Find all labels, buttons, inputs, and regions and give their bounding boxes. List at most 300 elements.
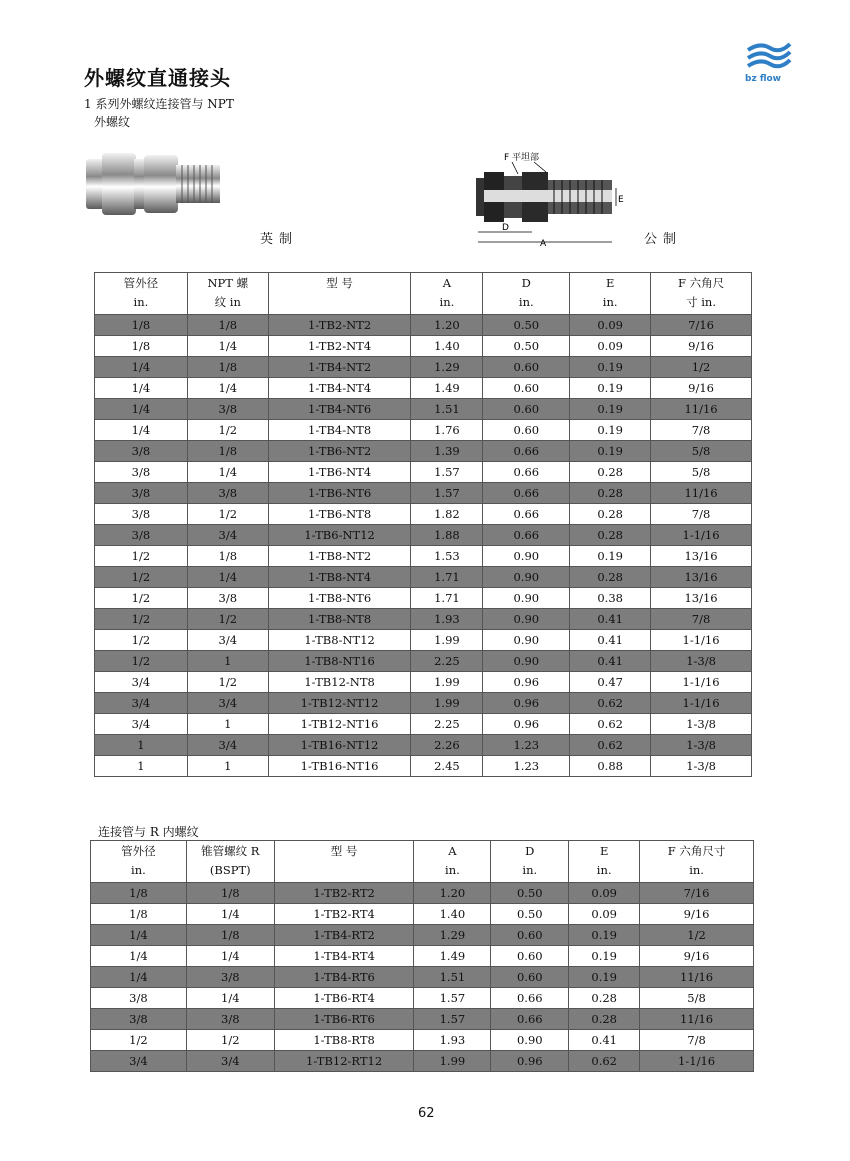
table-cell: 1-TB8-NT4 xyxy=(268,567,411,588)
column-header-line: 锥管螺纹 R xyxy=(201,844,260,858)
table-cell: 0.41 xyxy=(570,651,651,672)
table-cell: 1-TB8-RT8 xyxy=(274,1030,414,1051)
caption-metric: 公制 xyxy=(644,232,683,247)
table-cell: 1/2 xyxy=(95,588,188,609)
table-cell: 1/2 xyxy=(95,567,188,588)
column-header-line: F 六角尺寸 xyxy=(667,844,726,858)
column-header xyxy=(483,273,570,315)
table-cell: 1.76 xyxy=(411,420,483,441)
table-cell: 1.51 xyxy=(411,399,483,420)
table-cell: 1/4 xyxy=(91,946,187,967)
table-cell: 5/8 xyxy=(640,988,754,1009)
table-row xyxy=(95,315,752,336)
table-cell: 1.23 xyxy=(483,735,570,756)
table-cell: 1-TB6-NT12 xyxy=(268,525,411,546)
table-row xyxy=(95,672,752,693)
fitting-cross-section-drawing xyxy=(470,150,630,248)
table-cell: 5/8 xyxy=(651,441,752,462)
table-row xyxy=(91,1051,754,1072)
table-cell: 0.62 xyxy=(569,1051,640,1072)
table-cell: 1-TB4-NT6 xyxy=(268,399,411,420)
table-row xyxy=(91,967,754,988)
table-row xyxy=(95,336,752,357)
table-cell: 1/8 xyxy=(187,357,268,378)
table-row xyxy=(95,588,752,609)
table-cell: 1.57 xyxy=(414,1009,491,1030)
table-cell: 1-1/16 xyxy=(651,693,752,714)
table-cell: 3/8 xyxy=(187,588,268,609)
table-cell: 0.28 xyxy=(569,988,640,1009)
table-cell: 1/4 xyxy=(91,925,187,946)
table-cell: 9/16 xyxy=(640,904,754,925)
table-cell: 0.66 xyxy=(483,483,570,504)
table-cell: 0.62 xyxy=(570,693,651,714)
table-cell: 1-3/8 xyxy=(651,735,752,756)
table-cell: 0.60 xyxy=(491,946,569,967)
table-cell: 0.50 xyxy=(483,315,570,336)
column-header xyxy=(187,273,268,315)
table-cell: 1-TB8-NT8 xyxy=(268,609,411,630)
column-header-line: in. xyxy=(602,295,618,309)
table-cell: 0.28 xyxy=(570,483,651,504)
table-cell: 1 xyxy=(95,756,188,777)
table-cell: 0.28 xyxy=(570,525,651,546)
column-header xyxy=(414,841,491,883)
table-cell: 0.19 xyxy=(570,399,651,420)
column-header-line: in. xyxy=(522,863,538,877)
column-header-line: E xyxy=(605,276,615,290)
table-cell: 0.41 xyxy=(569,1030,640,1051)
table-cell: 1/4 xyxy=(187,462,268,483)
table-cell: 1/4 xyxy=(187,336,268,357)
table-cell: 1-TB12-NT8 xyxy=(268,672,411,693)
table-cell: 1.71 xyxy=(411,567,483,588)
table-row xyxy=(95,441,752,462)
table-cell: 1-TB12-NT12 xyxy=(268,693,411,714)
table-cell: 0.60 xyxy=(483,357,570,378)
table-cell: 1.53 xyxy=(411,546,483,567)
column-header xyxy=(186,841,274,883)
table-cell: 1/4 xyxy=(187,567,268,588)
table-cell: 3/8 xyxy=(91,988,187,1009)
table-cell: 1.88 xyxy=(411,525,483,546)
table-cell: 0.19 xyxy=(569,967,640,988)
table-cell: 1/8 xyxy=(186,883,274,904)
table-cell: 3/8 xyxy=(186,967,274,988)
table-cell: 0.60 xyxy=(483,420,570,441)
table-row xyxy=(95,378,752,399)
table-cell: 2.26 xyxy=(411,735,483,756)
table-row xyxy=(91,883,754,904)
bspt-spec-table xyxy=(90,840,754,1072)
column-header-line: 纹 in xyxy=(214,295,241,309)
table-cell: 0.09 xyxy=(569,883,640,904)
table-cell: 1.71 xyxy=(411,588,483,609)
table-cell: 0.19 xyxy=(570,420,651,441)
table-cell: 11/16 xyxy=(640,967,754,988)
table-cell: 0.66 xyxy=(491,1009,569,1030)
table-cell: 1.39 xyxy=(411,441,483,462)
table-cell: 1/4 xyxy=(95,378,188,399)
column-header xyxy=(570,273,651,315)
column-header-line: in. xyxy=(133,295,149,309)
table-cell: 1/2 xyxy=(91,1030,187,1051)
table-cell: 0.09 xyxy=(569,904,640,925)
table-cell: 1.93 xyxy=(414,1030,491,1051)
column-header xyxy=(651,273,752,315)
table-cell: 7/8 xyxy=(651,609,752,630)
table-cell: 1.29 xyxy=(411,357,483,378)
caption-imperial: 英制 xyxy=(260,232,299,247)
table-cell: 0.90 xyxy=(491,1030,569,1051)
table-cell: 0.66 xyxy=(483,462,570,483)
table-cell: 1.99 xyxy=(411,672,483,693)
table-row xyxy=(95,567,752,588)
table-cell: 3/8 xyxy=(95,483,188,504)
table-cell: 1-TB4-NT4 xyxy=(268,378,411,399)
table-cell: 1-TB6-RT6 xyxy=(274,1009,414,1030)
table-cell: 1 xyxy=(95,735,188,756)
table-cell: 1/2 xyxy=(640,925,754,946)
table-cell: 1.99 xyxy=(411,630,483,651)
table-cell: 1-1/16 xyxy=(651,525,752,546)
table-cell: 0.09 xyxy=(570,315,651,336)
table-cell: 3/4 xyxy=(91,1051,187,1072)
table-cell: 1-TB4-RT2 xyxy=(274,925,414,946)
table-cell: 1/2 xyxy=(187,420,268,441)
table-cell: 1/8 xyxy=(95,336,188,357)
table-cell: 0.41 xyxy=(570,630,651,651)
table-cell: 0.66 xyxy=(483,525,570,546)
table-cell: 3/8 xyxy=(95,441,188,462)
table-row xyxy=(95,483,752,504)
table-cell: 1/2 xyxy=(95,630,188,651)
table-cell: 7/8 xyxy=(640,1030,754,1051)
column-header xyxy=(640,841,754,883)
table-cell: 3/8 xyxy=(186,1009,274,1030)
table-cell: 1-TB6-NT6 xyxy=(268,483,411,504)
table-cell: 1-3/8 xyxy=(651,651,752,672)
table-cell: 1/2 xyxy=(95,651,188,672)
table-cell: 0.28 xyxy=(569,1009,640,1030)
table-cell: 1-TB12-NT16 xyxy=(268,714,411,735)
column-header-line: 寸 in. xyxy=(686,295,716,309)
table-cell: 1/8 xyxy=(91,904,187,925)
table-cell: 1 xyxy=(187,756,268,777)
table-cell: 2.25 xyxy=(411,714,483,735)
table-cell: 1/8 xyxy=(91,883,187,904)
table-cell: 1/8 xyxy=(187,546,268,567)
table-cell: 1 xyxy=(187,651,268,672)
table-cell: 1/4 xyxy=(186,904,274,925)
table-cell: 2.45 xyxy=(411,756,483,777)
table-cell: 2.25 xyxy=(411,651,483,672)
table-cell: 1.57 xyxy=(411,483,483,504)
table-cell: 1/2 xyxy=(187,609,268,630)
table-cell: 0.90 xyxy=(483,609,570,630)
table-cell: 0.50 xyxy=(491,883,569,904)
table-cell: 1/8 xyxy=(95,315,188,336)
table-cell: 0.41 xyxy=(570,609,651,630)
table-cell: 0.09 xyxy=(570,336,651,357)
table-cell: 1-TB6-NT4 xyxy=(268,462,411,483)
npt-spec-table xyxy=(94,272,752,777)
column-header-line: E xyxy=(599,844,609,858)
table-cell: 3/4 xyxy=(186,1051,274,1072)
table-cell: 0.19 xyxy=(570,357,651,378)
table-cell: 11/16 xyxy=(640,1009,754,1030)
table-cell: 3/8 xyxy=(91,1009,187,1030)
table-cell: 0.96 xyxy=(491,1051,569,1072)
column-header-line: D xyxy=(521,276,531,290)
table-cell: 1-TB8-NT6 xyxy=(268,588,411,609)
table-cell: 1/2 xyxy=(186,1030,274,1051)
table-cell: 1.20 xyxy=(411,315,483,336)
label-a: A xyxy=(540,239,547,248)
table-cell: 1.23 xyxy=(483,756,570,777)
column-header-line: in. xyxy=(596,863,612,877)
table-row xyxy=(91,925,754,946)
table-row xyxy=(91,946,754,967)
table-cell: 0.19 xyxy=(570,546,651,567)
column-header-line: NPT 螺 xyxy=(207,276,249,290)
column-header-line: 型 号 xyxy=(326,276,353,290)
table-cell: 1-TB2-RT2 xyxy=(274,883,414,904)
table-cell: 0.19 xyxy=(570,441,651,462)
column-header-line: in. xyxy=(518,295,534,309)
table-row xyxy=(95,651,752,672)
table2-label: 连接管与 R 内螺纹 xyxy=(98,825,199,839)
table-cell: 1/8 xyxy=(187,315,268,336)
page-subtitle xyxy=(84,95,234,131)
table-cell: 3/8 xyxy=(95,504,188,525)
table-cell: 0.62 xyxy=(570,735,651,756)
table-cell: 1-TB16-NT16 xyxy=(268,756,411,777)
table-cell: 0.60 xyxy=(483,399,570,420)
column-header-line: D xyxy=(525,844,535,858)
table-cell: 11/16 xyxy=(651,483,752,504)
column-header-line: in. xyxy=(131,863,146,877)
table-cell: 1-TB8-NT16 xyxy=(268,651,411,672)
table-cell: 1.20 xyxy=(414,883,491,904)
table-cell: 3/8 xyxy=(187,483,268,504)
table-cell: 1/2 xyxy=(95,609,188,630)
table-cell: 1.82 xyxy=(411,504,483,525)
table-row xyxy=(95,399,752,420)
page-title: 外螺纹直通接头 xyxy=(84,66,231,90)
table-cell: 1-TB8-NT12 xyxy=(268,630,411,651)
table-row xyxy=(95,630,752,651)
table-cell: 11/16 xyxy=(651,399,752,420)
table-cell: 1 xyxy=(187,714,268,735)
column-header-line: 型 号 xyxy=(330,844,358,858)
table-row xyxy=(95,735,752,756)
table-cell: 1-3/8 xyxy=(651,756,752,777)
table-cell: 1.99 xyxy=(411,693,483,714)
table-cell: 1/2 xyxy=(187,504,268,525)
table-cell: 3/4 xyxy=(95,672,188,693)
table-cell: 1-TB2-RT4 xyxy=(274,904,414,925)
table-cell: 1-1/16 xyxy=(651,672,752,693)
table-cell: 1.57 xyxy=(414,988,491,1009)
table-cell: 0.28 xyxy=(570,567,651,588)
table-cell: 1/8 xyxy=(187,441,268,462)
column-header-line: 管外径 xyxy=(123,276,159,290)
table-cell: 1/2 xyxy=(95,546,188,567)
column-header xyxy=(268,273,411,315)
table-cell: 3/8 xyxy=(95,525,188,546)
table-cell: 1/4 xyxy=(91,967,187,988)
table-cell: 5/8 xyxy=(651,462,752,483)
table-row xyxy=(95,525,752,546)
table-row xyxy=(95,546,752,567)
table-cell: 1-3/8 xyxy=(651,714,752,735)
table-cell: 0.66 xyxy=(491,988,569,1009)
subtitle-line-2: 外螺纹 xyxy=(94,115,131,129)
table-cell: 1/4 xyxy=(95,399,188,420)
table-row xyxy=(95,756,752,777)
table-cell: 0.62 xyxy=(570,714,651,735)
table-cell: 0.90 xyxy=(483,567,570,588)
table-cell: 1/4 xyxy=(95,420,188,441)
table-cell: 1-TB2-NT2 xyxy=(268,315,411,336)
table-cell: 1.40 xyxy=(414,904,491,925)
table-cell: 0.90 xyxy=(483,630,570,651)
column-header xyxy=(95,273,188,315)
table-cell: 0.19 xyxy=(569,925,640,946)
table-row xyxy=(91,1030,754,1051)
table-cell: 3/4 xyxy=(187,735,268,756)
table-cell: 1.93 xyxy=(411,609,483,630)
table-cell: 1.51 xyxy=(414,967,491,988)
table-cell: 3/4 xyxy=(95,693,188,714)
table-cell: 7/8 xyxy=(651,420,752,441)
table-row xyxy=(95,420,752,441)
table-cell: 3/8 xyxy=(187,399,268,420)
table-row xyxy=(95,714,752,735)
table-cell: 0.90 xyxy=(483,588,570,609)
table-cell: 1-1/16 xyxy=(651,630,752,651)
table-cell: 0.96 xyxy=(483,693,570,714)
table-cell: 13/16 xyxy=(651,588,752,609)
table-cell: 9/16 xyxy=(651,336,752,357)
table-cell: 1.49 xyxy=(411,378,483,399)
column-header xyxy=(491,841,569,883)
table-cell: 0.90 xyxy=(483,546,570,567)
table-cell: 1-TB4-RT4 xyxy=(274,946,414,967)
table-cell: 0.50 xyxy=(491,904,569,925)
table-cell: 7/8 xyxy=(651,504,752,525)
table-row xyxy=(95,462,752,483)
table-cell: 0.28 xyxy=(570,504,651,525)
table-cell: 13/16 xyxy=(651,567,752,588)
table-cell: 0.90 xyxy=(483,651,570,672)
table-cell: 1.40 xyxy=(411,336,483,357)
table-cell: 1/4 xyxy=(95,357,188,378)
table-cell: 1.99 xyxy=(414,1051,491,1072)
table-cell: 1-TB4-NT8 xyxy=(268,420,411,441)
label-e: E xyxy=(618,195,624,205)
label-f: F 平坦部 xyxy=(504,153,540,163)
table-cell: 1-TB6-NT2 xyxy=(268,441,411,462)
table-cell: 0.88 xyxy=(570,756,651,777)
table-row xyxy=(91,1009,754,1030)
table-cell: 0.96 xyxy=(483,714,570,735)
table-cell: 1-TB2-NT4 xyxy=(268,336,411,357)
table-cell: 0.66 xyxy=(483,441,570,462)
table-cell: 0.60 xyxy=(491,967,569,988)
table-cell: 1-1/16 xyxy=(640,1051,754,1072)
table-cell: 1-TB12-RT12 xyxy=(274,1051,414,1072)
table-cell: 3/4 xyxy=(95,714,188,735)
table-cell: 0.60 xyxy=(491,925,569,946)
column-header xyxy=(91,841,187,883)
table-cell: 1-TB8-NT2 xyxy=(268,546,411,567)
table-cell: 0.60 xyxy=(483,378,570,399)
table-cell: 1-TB6-RT4 xyxy=(274,988,414,1009)
table-cell: 1/4 xyxy=(186,946,274,967)
table-cell: 0.47 xyxy=(570,672,651,693)
column-header-line: A xyxy=(448,844,457,858)
table-cell: 1-TB16-NT12 xyxy=(268,735,411,756)
column-header xyxy=(274,841,414,883)
table-cell: 3/4 xyxy=(187,525,268,546)
subtitle-line-1: 1 系列外螺纹连接管与 NPT xyxy=(84,97,234,111)
column-header-line: in. xyxy=(439,295,455,309)
table-cell: 1-TB4-RT6 xyxy=(274,967,414,988)
table-cell: 9/16 xyxy=(651,378,752,399)
column-header-line: A xyxy=(442,276,452,290)
column-header-line: 管外径 xyxy=(121,844,156,858)
table-cell: 7/16 xyxy=(651,315,752,336)
table-cell: 1.29 xyxy=(414,925,491,946)
table-row xyxy=(91,904,754,925)
table-cell: 1/8 xyxy=(186,925,274,946)
table-cell: 3/8 xyxy=(95,462,188,483)
table-cell: 0.19 xyxy=(570,378,651,399)
table-cell: 1.57 xyxy=(411,462,483,483)
column-header-line: F 六角尺 xyxy=(677,276,725,290)
table-cell: 1/2 xyxy=(187,672,268,693)
table-cell: 1.49 xyxy=(414,946,491,967)
column-header-line: in. xyxy=(445,863,460,877)
column-header-line: in. xyxy=(689,863,704,877)
logo-text: bz flow xyxy=(745,74,781,84)
table-cell: 1-TB4-NT2 xyxy=(268,357,411,378)
label-d: D xyxy=(502,223,509,233)
page-number: 62 xyxy=(418,1106,435,1121)
table-cell: 1-TB6-NT8 xyxy=(268,504,411,525)
table-cell: 0.50 xyxy=(483,336,570,357)
column-header-line: (BSPT) xyxy=(209,863,251,877)
table-row xyxy=(95,504,752,525)
table-cell: 9/16 xyxy=(640,946,754,967)
column-header xyxy=(411,273,483,315)
table-cell: 0.96 xyxy=(483,672,570,693)
table-cell: 0.28 xyxy=(570,462,651,483)
column-header xyxy=(569,841,640,883)
table-cell: 1/4 xyxy=(186,988,274,1009)
table-row xyxy=(91,988,754,1009)
table-row xyxy=(95,609,752,630)
table-row xyxy=(95,693,752,714)
table-row xyxy=(95,357,752,378)
table-cell: 3/4 xyxy=(187,630,268,651)
table-cell: 7/16 xyxy=(640,883,754,904)
table-cell: 0.66 xyxy=(483,504,570,525)
table-cell: 0.38 xyxy=(570,588,651,609)
table-cell: 3/4 xyxy=(187,693,268,714)
